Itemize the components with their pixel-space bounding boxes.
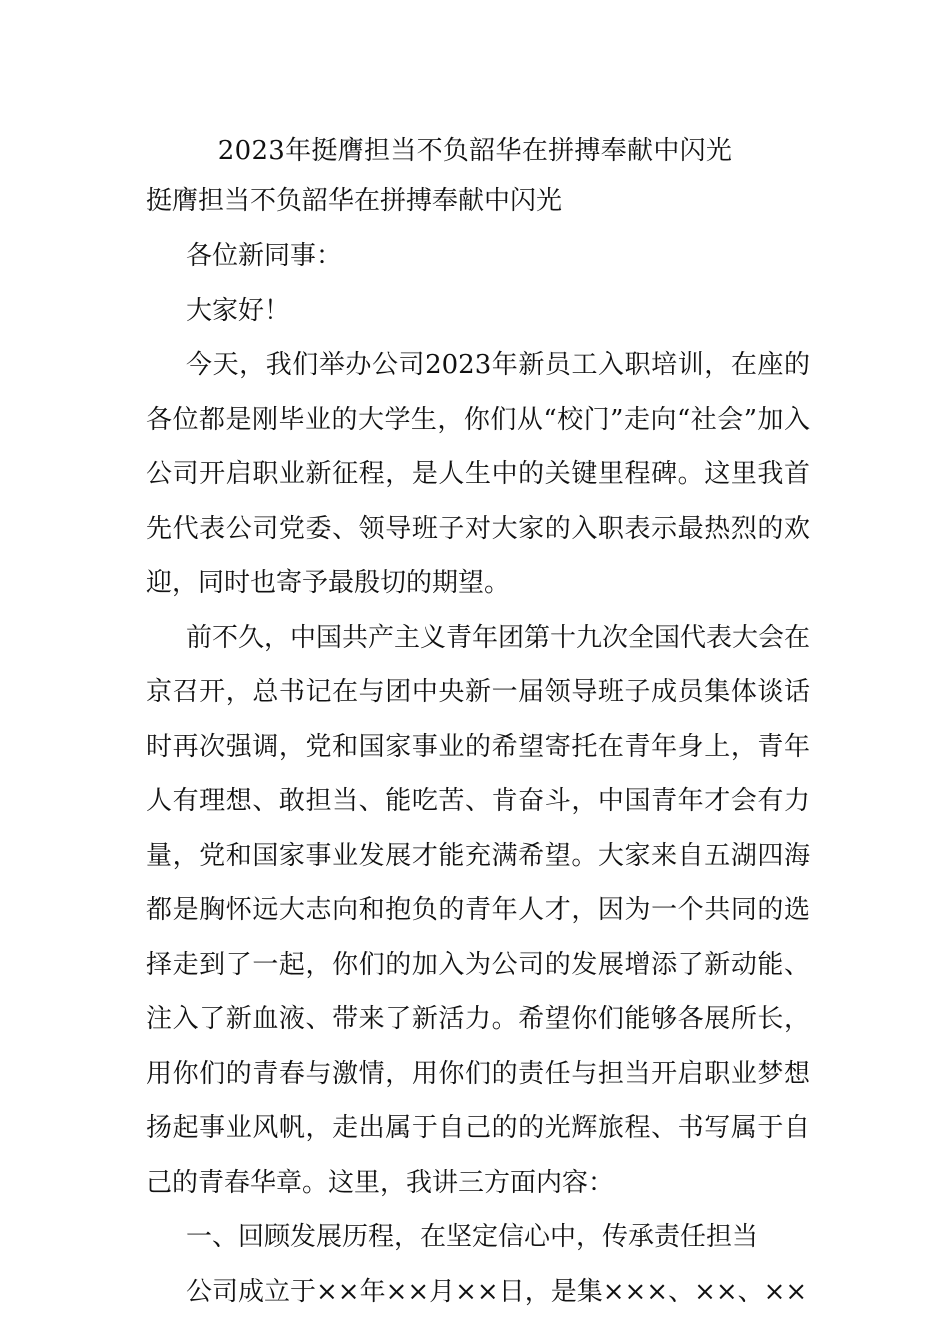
paragraph-company-intro: 公司成立于××年××月××日，是集×××、××、×× [186,1276,808,1307]
document-title: 2023年挺膺担当不负韶华在拼搏奉献中闪光 [217,136,733,166]
section-heading: 一、回顾发展历程，在坚定信心中，传承责任担当 [186,1222,759,1252]
document-body [146,229,810,1319]
greeting-line: 各位新同事： [186,241,343,271]
hello-line: 大家好！ [186,295,291,326]
document-subtitle: 挺膺担当不负韶华在拼搏奉献中闪光 [146,186,563,216]
paragraph-opening: 今天，我们举办公司2023年新员工入职培训，在座的各位都是刚毕业的大学生，你们从“校门”走向“社会”加入公司开启职业新征程，是人生中的关键里程碑。这里我首先代表公司党委、领导班子对大家的入职表示最热烈的欢迎，同时也寄予最殷切的期望。 [146,350,810,598]
paragraph-youth-league: 前不久，中国共产主义青年团第十九次全国代表大会在京召开，总书记在与团中央新一届领导班子成员集体谈话时再次强调，党和国家事业的希望寄托在青年身上，青年人有理想、敢担当、能吃苦、肯奋斗，中国青年才会有力量，党和国家事业发展才能充满希望。大家来自五湖四海都是胸怀远大志向和抱负的青年人才，因为一个共同的选择走到了一起，你们的加入为公司的发展增添了新动能、注入了新血液、带来了新活力。希望你们能够各展所长，用你们的青春与激情，用你们的责任与担当开启职业梦想扬起事业风帆，走出属于自己的的光辉旅程、书写属于自己的青春华章。这里，我讲三方面内容： [146,622,811,1198]
